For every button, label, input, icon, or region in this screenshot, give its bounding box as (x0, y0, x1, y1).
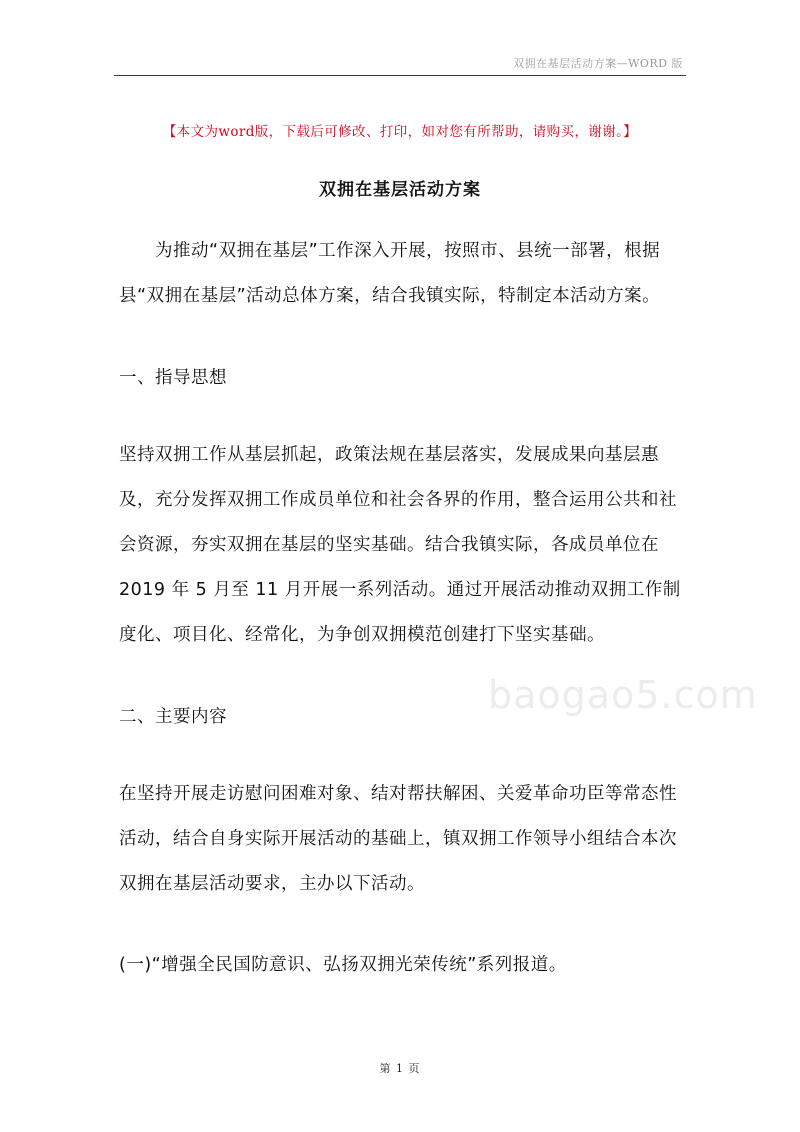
header-divider (114, 75, 686, 76)
download-notice: 【本文为word版，下载后可修改、打印，如对您有所帮助，请购买，谢谢。】 (162, 124, 638, 140)
intro-paragraph: 为推动“双拥在基层”工作深入开展，按照市、县统一部署，根据县“双拥在基层”活动总体方案，结合我镇实际，特制定本活动方案。 (119, 241, 661, 306)
list-item-1: (一)“增强全民国防意识、弘扬双拥光荣传统”系列报道。 (119, 955, 567, 975)
main-content-paragraph: 在坚持开展走访慰问困难对象、结对帮扶解困、关爱革命功臣等常态性活动，结合自身实际开展活动的基础上，镇双拥工作领导小组结合本次双拥在基层活动要求，主办以下活动。 (119, 784, 677, 894)
document-title: 双拥在基层活动方案 (319, 180, 481, 200)
section-heading-main-content: 二、主要内容 (119, 707, 227, 727)
section-heading-guiding-ideology: 一、指导思想 (119, 368, 227, 388)
guiding-ideology-paragraph: 坚持双拥工作从基层抓起，政策法规在基层落实，发展成果向基层惠及，充分发挥双拥工作成员单位和社会各界的作用，整合运用公共和社会资源，夯实双拥在基层的坚实基础。结合我镇实际，各成员单位在 2019 年 5 月至 11 月开展一系列活动。通过开展活动推动双拥工作制度化、项目化、经常化，为争创双拥模范创建打下坚实基础。 (119, 445, 681, 645)
page-header: 双拥在基层活动方案—WORD 版 (513, 57, 683, 70)
page-number: 第 1 页 (379, 1062, 421, 1075)
watermark: baogao5.com (488, 673, 758, 717)
